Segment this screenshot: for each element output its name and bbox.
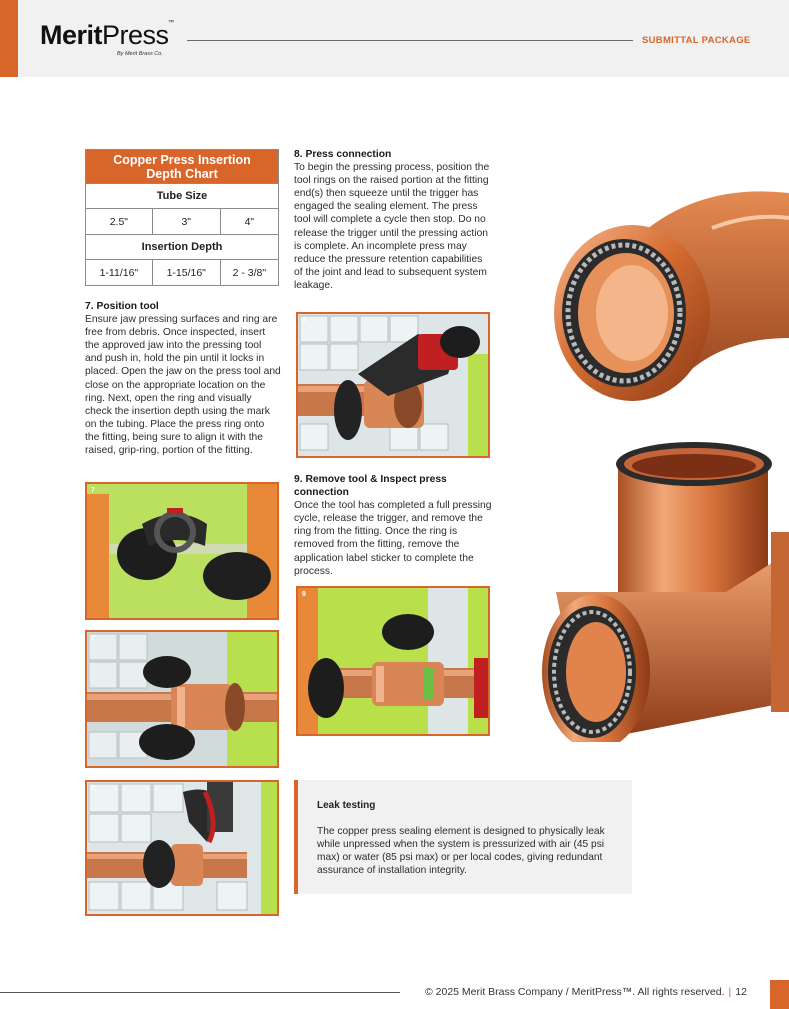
footer bbox=[425, 986, 747, 998]
step7-heading: 7. Position tool bbox=[85, 301, 159, 312]
pipe-photo-illustration bbox=[87, 632, 279, 768]
table-title-line1: Copper Press Insertion bbox=[113, 152, 251, 167]
photo-step7-jaw bbox=[85, 482, 279, 620]
insertion-depth-cell: 1-11/16" bbox=[86, 260, 153, 286]
leak-testing-body: The copper press sealing element is designed to physically leak while unpressed when the system is pressurized with air (45 psi max) or water (85 psi max) or per local codes, giving redundant assurance of installation integrity. bbox=[317, 826, 605, 876]
photo-step7-glass bbox=[85, 780, 279, 916]
insertion-depth-header: Insertion Depth bbox=[86, 235, 279, 260]
insertion-depth-table bbox=[85, 149, 279, 286]
footer-accent-bar bbox=[770, 980, 789, 1009]
tube-size-cell: 4" bbox=[220, 209, 278, 235]
jaw-photo-illustration bbox=[87, 484, 279, 620]
glass-photo-illustration bbox=[87, 782, 279, 916]
leak-accent-bar bbox=[294, 780, 298, 894]
table-row bbox=[86, 209, 279, 235]
footer-rule bbox=[0, 992, 400, 993]
photo-number: 7 bbox=[91, 635, 95, 642]
page-header bbox=[0, 0, 789, 77]
logo-merit: Merit bbox=[40, 20, 103, 50]
page-number: 12 bbox=[735, 986, 747, 998]
logo-subtitle: By Merit Brass Co. bbox=[117, 51, 163, 57]
step7-block bbox=[85, 300, 281, 457]
meritpress-logo bbox=[40, 20, 174, 57]
footer-separator: | bbox=[728, 986, 732, 998]
step9-block bbox=[294, 473, 494, 578]
photo-number: 7 bbox=[91, 785, 95, 792]
copper-tee-image bbox=[526, 442, 789, 742]
footer-copyright: © 2025 Merit Brass Company / MeritPress™. All rights reserved. bbox=[425, 986, 725, 998]
step8-block bbox=[294, 148, 490, 292]
step9-heading: 9. Remove tool & Inspect press connection bbox=[294, 474, 447, 499]
table-row bbox=[86, 260, 279, 286]
copper-reducer-image bbox=[552, 188, 789, 403]
photo-step8-press bbox=[296, 312, 490, 458]
header-rule bbox=[187, 40, 633, 41]
logo-press: Press bbox=[102, 20, 169, 50]
tube-size-header: Tube Size bbox=[86, 184, 279, 209]
photo-step9-inspect bbox=[296, 586, 490, 736]
photo-step7-pipe bbox=[85, 630, 279, 768]
table-title-line2: Depth Chart bbox=[146, 166, 218, 181]
photo-number: 9 bbox=[302, 591, 306, 598]
inspect-photo-illustration bbox=[298, 588, 490, 736]
leak-testing-box bbox=[294, 780, 632, 894]
photo-number: 7 bbox=[91, 487, 95, 494]
step8-body: To begin the pressing process, position the tool rings on the raised portion at the fitting end(s) then squeeze until the trigger has engaged the sealing element. The press tool will complete a cycle then stop. Do no release the trigger until the pressing action is complete. An incomplete press may reduce the pressure retention capabilities of the joint and lead to subsequent system leakage. bbox=[294, 162, 490, 291]
step9-body: Once the tool has completed a full pressing cycle, release the trigger, and remove the ring from the fitting. Once the ring is removed from the fitting, remove the application label sticker to complete the process. bbox=[294, 500, 492, 577]
tube-size-cell: 3" bbox=[152, 209, 220, 235]
submittal-tag: SUBMITTAL PACKAGE bbox=[642, 35, 751, 46]
table-title bbox=[86, 150, 279, 184]
tube-size-cell: 2.5" bbox=[86, 209, 153, 235]
logo-trademark: ™ bbox=[168, 20, 174, 26]
step7-body: Ensure jaw pressing surfaces and ring are free from debris. Once inspected, insert the approved jaw into the pressing tool and push in, hold the pin until it locks in placed. Open the jaw on the press tool and close on the appropriate location on the ring. Next, open the ring and visually check the insertion depth using the mark on the tubing. Place the press ring onto the fitting, being sure to align it with the raised, grip-ring, portion of the fitting. bbox=[85, 314, 281, 457]
insertion-depth-cell: 2 - 3/8" bbox=[220, 260, 278, 286]
press-photo-illustration bbox=[298, 314, 490, 458]
insertion-depth-cell: 1-15/16" bbox=[152, 260, 220, 286]
photo-number: 8 bbox=[302, 317, 306, 324]
leak-testing-title: Leak testing bbox=[317, 800, 376, 811]
header-accent-bar bbox=[0, 0, 18, 77]
step8-heading: 8. Press connection bbox=[294, 149, 392, 160]
